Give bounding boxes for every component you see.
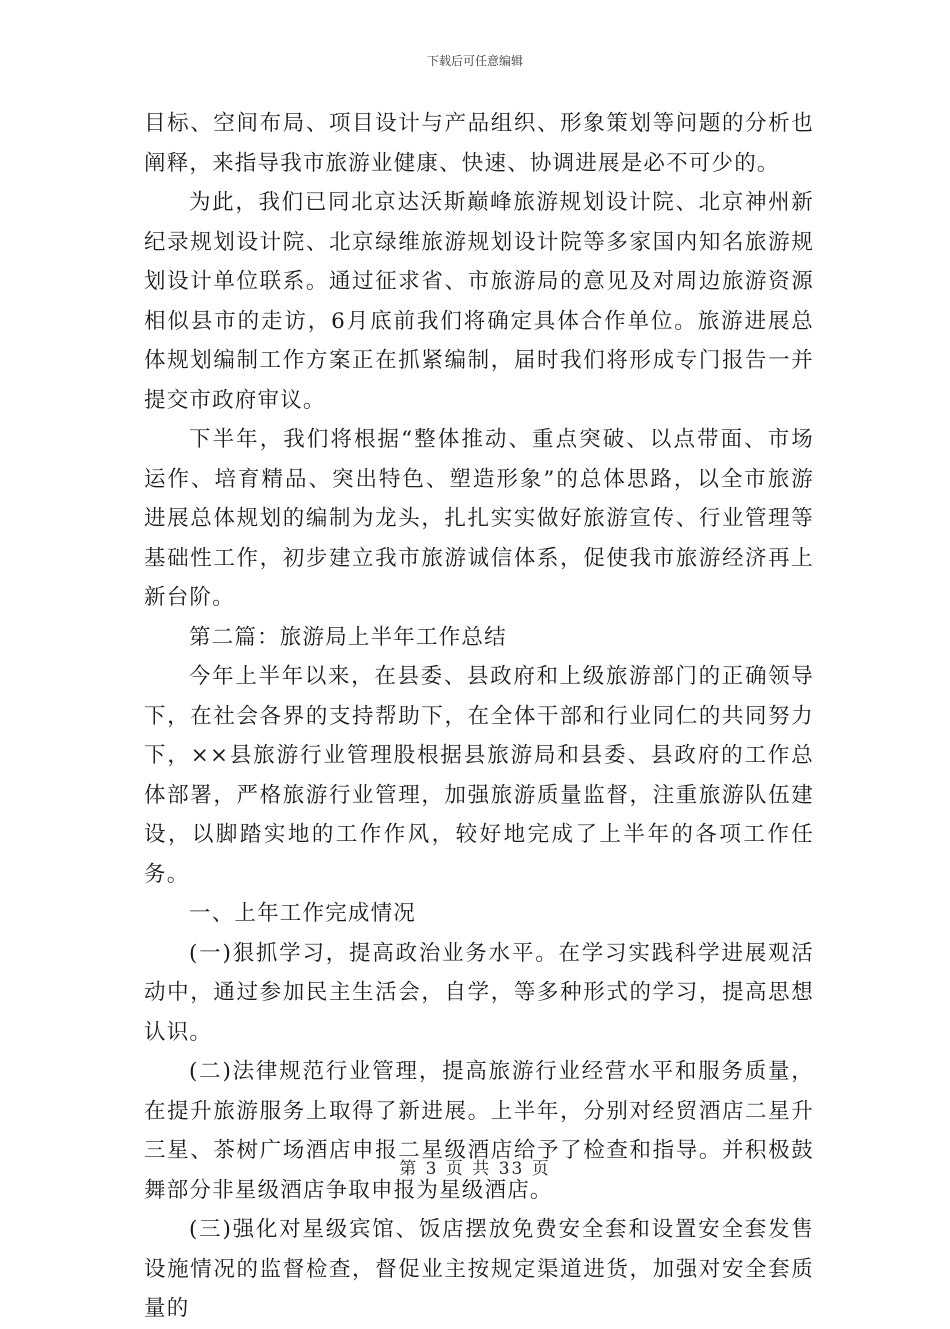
section-title: 第二篇：旅游局上半年工作总结 [189,624,507,650]
paragraph: (二)法律规范行业管理，提高旅游行业经营水平和服务质量，在提升旅游服务上取得了新进展。上半年，分别对经贸酒店二星升三星、茶树广场酒店申报二星级酒店给予了检查和指导。并积极鼓舞部分非星级酒店争取申报为星级酒店。 [144,1059,814,1203]
paragraph: 今年上半年以来，在县委、县政府和上级旅游部门的正确领导下，在社会各界的支持帮助下，在全体干部和行业同仁的共同努力下，××县旅游行业管理股根据县旅游局和县委、县政府的工作总体部署，严格旅游行业管理，加强旅游质量监督，注重旅游队伍建设，以脚踏实地的工作作风，较好地完成了上半年的各项工作任务。 [144,664,814,887]
paragraph: 为此，我们已同北京达沃斯巅峰旅游规划设计院、北京神州新纪录规划设计院、北京绿维旅游规划设计院等多家国内知名旅游规划设计单位联系。通过征求省、市旅游局的意见及对周边旅游资源相似县市的走访，6月底前我们将确定具体合作单位。旅游进展总体规划编制工作方案正在抓紧编制，届时我们将形成专门报告一并提交市政府审议。 [144,190,814,413]
paragraph: (三)强化对星级宾馆、饭店摆放免费安全套和设置安全套发售设施情况的监督检查，督促业主按规定渠道进货，加强对安全套质量的 [144,1217,814,1321]
section-heading: 一、上年工作完成情况 [189,901,417,926]
page-number: 第 3 页 共 33 页 [399,1159,551,1179]
paragraph: (一)狠抓学习，提高政治业务水平。在学习实践科学进展观活动中，通过参加民主生活会，自学，等多种形式的学习，提高思想认识。 [144,940,814,1045]
paragraph: 目标、空间布局、项目设计与产品组织、形象策划等问题的分析也阐释，来指导我市旅游业健康、快速、协调进展是必不可少的。 [144,111,814,176]
page-header: 下载后可任意编辑 [426,54,523,68]
document-body [144,104,814,1329]
paragraph: 下半年，我们将根据“整体推动、重点突破、以点带面、市场运作、培育精品、突出特色、塑造形象”的总体思路，以全市旅游进展总体规划的编制为龙头，扎扎实实做好旅游宣传、行业管理等基础性工作，初步建立我市旅游诚信体系，促使我市旅游经济再上新台阶。 [144,427,814,610]
